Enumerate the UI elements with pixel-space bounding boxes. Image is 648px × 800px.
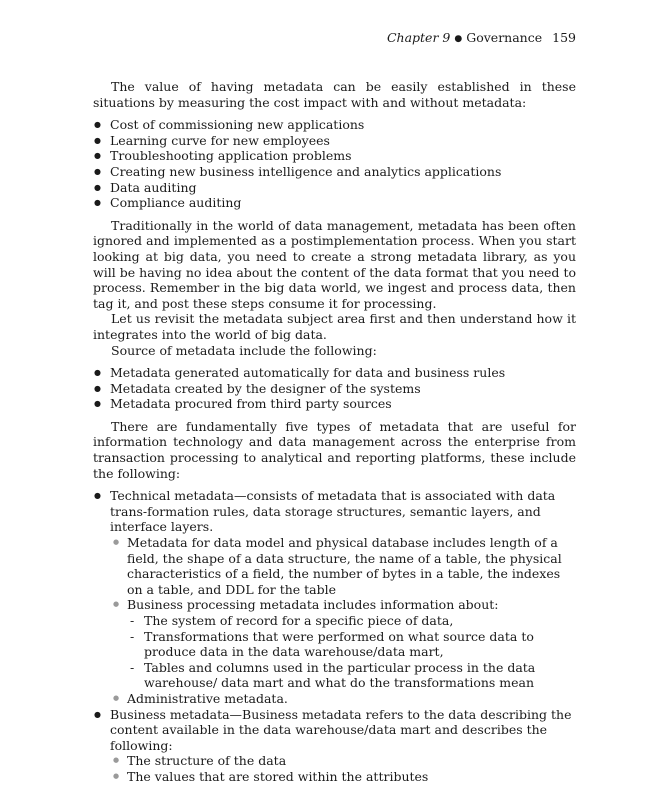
list-item: ● Metadata generated automatically for data and business rules bbox=[93, 365, 576, 381]
paragraph: Let us revisit the metadata subject area first and then understand how it integrates into the world of big data. bbox=[93, 311, 576, 342]
list-item: ● Metadata created by the designer of the systems bbox=[93, 381, 576, 397]
list-item: ● Troubleshooting application problems bbox=[93, 148, 576, 164]
metadata-types-list bbox=[93, 488, 576, 784]
list-item: ● The values that are stored within the attributes bbox=[110, 769, 576, 785]
metadata-sources-list bbox=[93, 365, 576, 412]
list-item: ● The structure of the data bbox=[110, 753, 576, 769]
list-item: ● Creating new business intelligence and analytics applications bbox=[93, 164, 576, 180]
list-item: - Tables and columns used in the particular process in the data warehouse/ data mart and what do the transformations mean bbox=[127, 660, 576, 691]
business-sublist bbox=[110, 753, 576, 784]
list-item: ● Metadata for data model and physical database includes length of a field, the shape of a data structure, the name of a table, the physical characteristics of a field, the number of bytes in a table, the indexes on a table, and DDL for the table bbox=[110, 535, 576, 597]
paragraph: Source of metadata include the following: bbox=[111, 342, 377, 358]
paragraph: Traditionally in the world of data management, metadata has been often ignored and implemented as a postimplementation process. When you start looking at big data, you need to create a strong metadata library, as you will be having no idea about the content of the data format that you need to process. Remember in the big data world, we ingest and process data, then tag it, and post these steps consume it for processing. bbox=[93, 217, 576, 311]
chapter-label: Chapter 9 bbox=[386, 30, 451, 45]
business-metadata-text: Business metadata—Business metadata refers to the data describing the content available in the data warehouse/data mart and describes the following: bbox=[110, 706, 572, 753]
business-processing-sublist bbox=[127, 613, 576, 691]
list-item: - Transformations that were performed on what source data to produce data in the data warehouse/data mart, bbox=[127, 629, 576, 660]
list-item: ● Compliance auditing bbox=[93, 195, 576, 211]
cost-impact-list bbox=[93, 117, 576, 211]
technical-sublist bbox=[110, 535, 576, 707]
business-processing-text: Business processing metadata includes information about: bbox=[127, 597, 499, 613]
paragraph: There are fundamentally five types of metadata that are useful for information technology and data management across the enterprise from transaction processing to analytical and reporting platforms, these include the following: bbox=[93, 418, 576, 481]
list-item-business-metadata bbox=[93, 707, 576, 785]
list-item-technical-metadata bbox=[93, 488, 576, 706]
technical-metadata-text: Technical metadata—consists of metadata that is associated with data trans-formation rules, data storage structures, semantic layers, and interface layers. bbox=[110, 488, 556, 535]
separator-dot-icon: ● bbox=[454, 34, 463, 44]
chapter-title: Governance bbox=[466, 30, 543, 45]
list-item: - The system of record for a specific piece of data, bbox=[127, 613, 576, 629]
page-number: 159 bbox=[552, 30, 576, 45]
list-item: ● Administrative metadata. bbox=[110, 691, 576, 707]
list-item: ● Data auditing bbox=[93, 180, 576, 196]
list-item: ● Metadata procured from third party sources bbox=[93, 396, 576, 412]
list-item-business-processing bbox=[110, 597, 576, 691]
list-item: ● Learning curve for new employees bbox=[93, 133, 576, 149]
list-item: ● Cost of commissioning new applications bbox=[93, 117, 576, 133]
running-header bbox=[93, 30, 576, 47]
page-body bbox=[93, 79, 576, 792]
intro-paragraph: The value of having metadata can be easily established in these situations by measuring the cost impact with and without metadata: bbox=[93, 79, 576, 110]
